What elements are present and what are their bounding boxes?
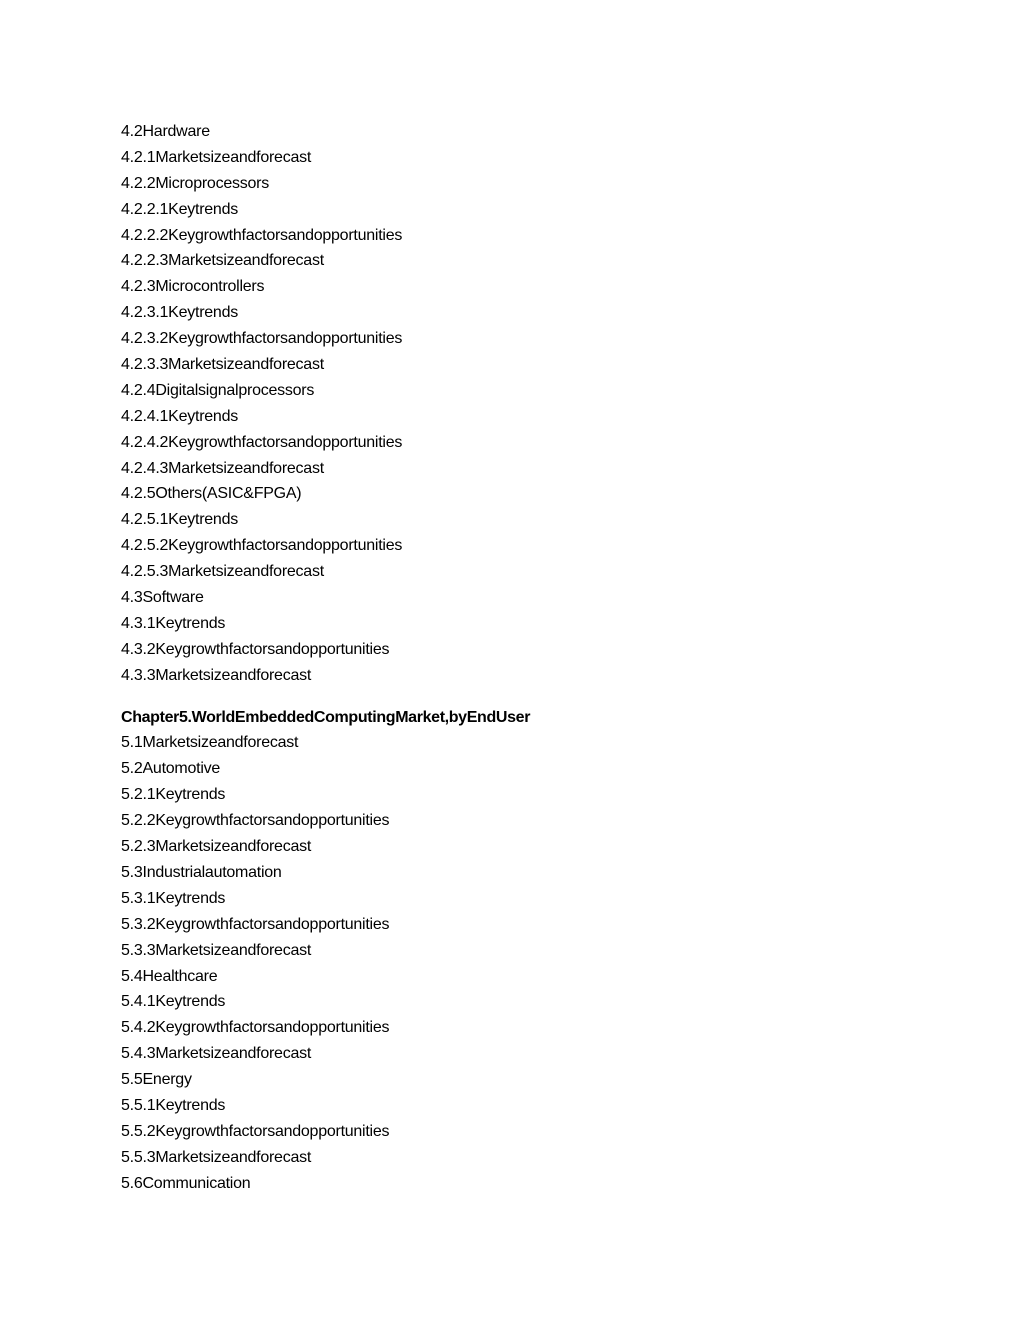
toc-entry: 5.4.2Keygrowthfactorsandopportunities: [121, 1019, 390, 1037]
toc-entry: 5.3.2Keygrowthfactorsandopportunities: [121, 915, 390, 933]
toc-entry: 4.2.1Marketsizeandforecast: [121, 148, 312, 166]
toc-entry: 4.2.4.2Keygrowthfactorsandopportunities: [121, 433, 403, 451]
toc-entry: 4.2.2.2Keygrowthfactorsandopportunities: [121, 226, 403, 244]
toc-entry: 5.3Industrialautomation: [121, 863, 282, 881]
toc-entry: 4.2.5.2Keygrowthfactorsandopportunities: [121, 537, 403, 555]
toc-entry: 5.3.1Keytrends: [121, 889, 226, 907]
toc-entry: 4.2Hardware: [121, 123, 210, 140]
toc-entry: 4.2.5.3Marketsizeandforecast: [121, 563, 324, 581]
toc-entry: 4.2.3.3Marketsizeandforecast: [121, 356, 324, 374]
toc-entry: 4.2.3Microcontrollers: [121, 278, 265, 296]
toc-entry: 5.2.2Keygrowthfactorsandopportunities: [121, 812, 390, 830]
toc-entry: 5.5.3Marketsizeandforecast: [121, 1148, 312, 1166]
toc-entry: 5.5Energy: [121, 1071, 192, 1089]
toc-entry: 4.2.5Others(ASIC&FPGA): [121, 485, 302, 503]
toc-entry: 4.2.2Microprocessors: [121, 174, 269, 192]
toc-entry: 5.6Communication: [121, 1174, 251, 1192]
toc-entry: 5.3.3Marketsizeandforecast: [121, 941, 312, 959]
toc-entry: 4.3.3Marketsizeandforecast: [121, 666, 312, 684]
toc-entry: 4.2.2.1Keytrends: [121, 200, 238, 218]
toc-entry: 4.2.4.3Marketsizeandforecast: [121, 459, 324, 477]
table-of-contents: [121, 119, 921, 1197]
toc-entry: 5.4.1Keytrends: [121, 993, 226, 1011]
toc-entry: 4.2.3.1Keytrends: [121, 304, 238, 322]
toc-entry: 5.5.1Keytrends: [121, 1096, 226, 1114]
toc-entry: 4.2.4Digitalsignalprocessors: [121, 381, 315, 399]
toc-entry: 5.4.3Marketsizeandforecast: [121, 1045, 312, 1063]
toc-entry: 4.2.4.1Keytrends: [121, 407, 238, 425]
toc-entry: 5.4Healthcare: [121, 967, 218, 985]
toc-entry: 5.2.1Keytrends: [121, 786, 226, 804]
toc-entry: 5.2.3Marketsizeandforecast: [121, 838, 312, 856]
toc-entry: 4.2.2.3Marketsizeandforecast: [121, 252, 324, 270]
toc-entry: 4.3.2Keygrowthfactorsandopportunities: [121, 640, 390, 658]
toc-entry: 4.3.1Keytrends: [121, 614, 226, 632]
toc-entry: 4.3Software: [121, 589, 204, 607]
chapter-heading: Chapter5.WorldEmbeddedComputingMarket,byEndUser: [121, 708, 531, 726]
toc-entry: 5.5.2Keygrowthfactorsandopportunities: [121, 1122, 390, 1140]
toc-entry: 4.2.5.1Keytrends: [121, 511, 238, 529]
toc-entry: 4.2.3.2Keygrowthfactorsandopportunities: [121, 330, 403, 348]
toc-entry: 5.2Automotive: [121, 760, 221, 778]
toc-entry: 5.1Marketsizeandforecast: [121, 734, 299, 752]
